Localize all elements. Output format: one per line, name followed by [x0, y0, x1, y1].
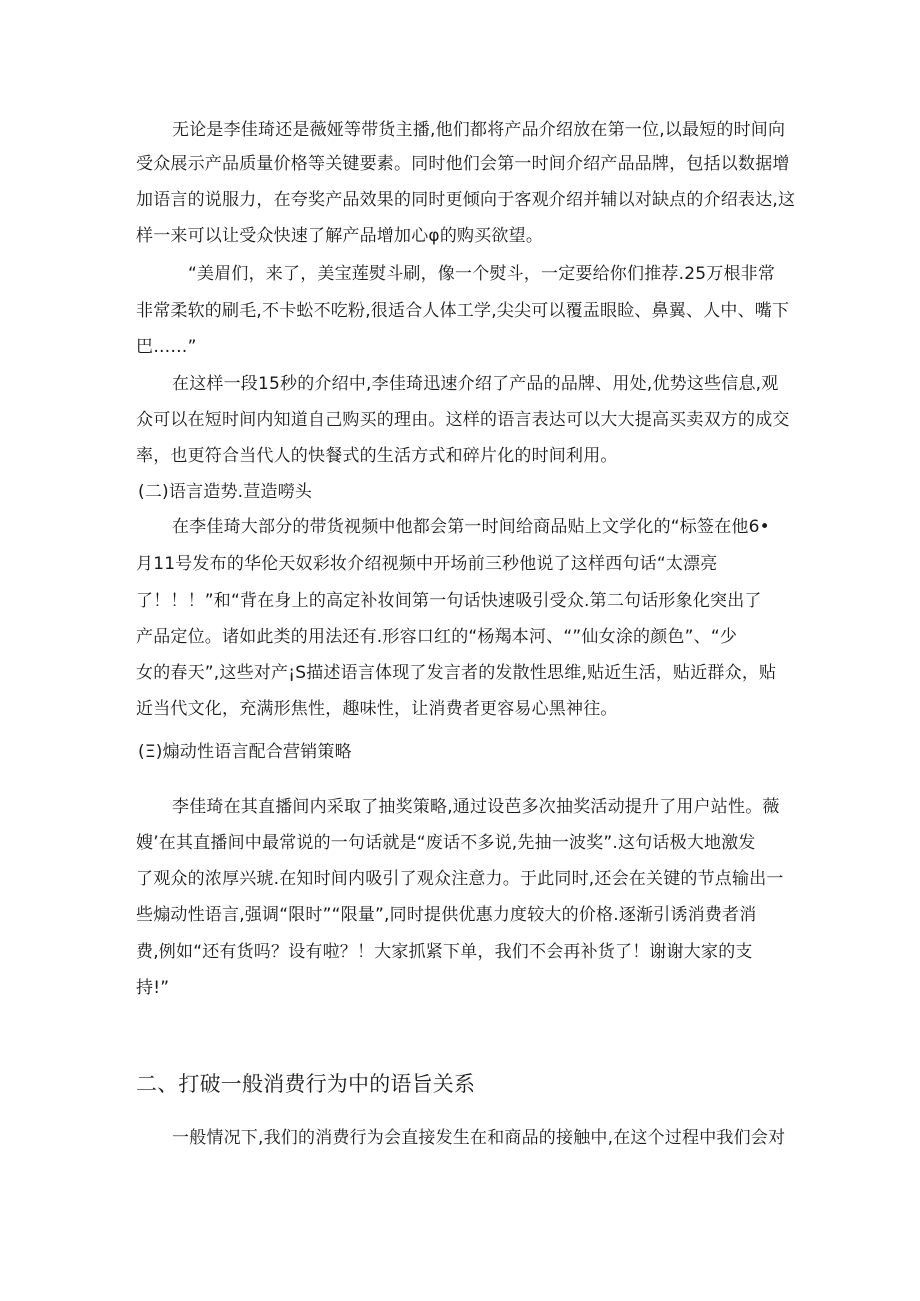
para1-line-1: 无论是李佳琦还是薇娅等带货主播,他们都将产品介绍放在第一位,以最短的时间向	[172, 120, 786, 140]
para4-line-4: 些煽动性语言,强调“限时”“限量”,同时提供优惠力度较大的价格.逐渐引诱消费者消	[136, 905, 757, 925]
quote1-line-3: 巴……”	[136, 337, 197, 357]
para1-line-3: 加语言的说服力，在夸奖产品效果的同时更倾向于客观介绍并辅以对缺点的介绍表达,这	[136, 190, 796, 210]
para3-line-1: 在李佳琦大部分的带货视频中他都会第一时间给商品贴上文学化的“标签在他6•	[172, 517, 770, 537]
quote1-line-2: 非常柔软的刷毛,不卡蚣不吃粉,很适合人体工学,尖尖可以覆盂眼睑、鼻翼、人中、嘴下	[136, 301, 790, 321]
para1-line-4: 样一来可以让受众快速了解产品增加心φ的购买欲望。	[136, 226, 544, 246]
para4-line-1: 李佳琦在其直播间内采取了抽奖策略,通过设芭多次抽奖活动提升了用户站性。薇	[172, 797, 780, 817]
para2-line-3: 率，也更符合当代人的快餐式的生活方式和碎片化的时间利用。	[136, 446, 618, 466]
quote1-line-1: “美眉们，来了，美宝莲熨斗刷，像一个熨斗，一定要给你们推荐.25万根非常	[188, 264, 776, 284]
section-heading: 二、打破一般消费行为中的语旨关系	[136, 1072, 476, 1096]
subheading-2: (二)语言造势.荁造嘮头	[138, 482, 313, 502]
para3-line-6: 近当代文化，充满形焦性，趣味性，让消费者更容易心黑神往。	[136, 699, 618, 719]
para5-line-1: 一般情况下,我们的消费行为会直接发生在和商品的接触中,在这个过程中我们会对	[172, 1128, 786, 1148]
para2-line-1: 在这样一段15秒的介绍中,李佳琦迅速介绍了产品的品牌、用处,优势这些信息,观	[172, 374, 779, 394]
subheading-3: (Ξ)煽动性语言配合营销策略	[138, 742, 352, 762]
para3-line-3: 了！！！”和“背在身上的高定补妆间第一句话快速吸引受众.第二句话形象化突出了	[136, 591, 762, 611]
para3-line-4: 产品定位。诸如此类的用法还有.形容口红的“杨羯本河、“”仙女涂的颜色”、“少	[136, 627, 738, 647]
para4-line-2: 嫂’在其直播间中最常说的一句话就是“废话不多说,先抽一波奖”.这句话极大地激发	[136, 833, 756, 853]
para4-line-5: 费,例如“还有货吗？设有啦？！大家抓紧下单，我们不会再补货了！谢谢大家的支	[136, 942, 753, 962]
para3-line-5: 女的春天”,这些对产¡S描述语言体现了发言者的发散性思维,贴近生活，贴近群众，贴	[136, 663, 777, 683]
para2-line-2: 众可以在短时间内知道自己购买的理由。这样的语言表达可以大大提高买卖双方的成交	[136, 410, 790, 430]
para1-line-2: 受众展示产品质量价格等关键要素。同时他们会第一时间介绍产品品牌，包括以数据增	[136, 154, 790, 174]
para4-line-6: 持!”	[136, 978, 170, 998]
para4-line-3: 了观众的浓厚兴琥.在知时间内吸引了观众注意力。于此同时,还会在关键的节点输出一	[136, 869, 784, 889]
para3-line-2: 月11号发布的华伦天奴彩妆介绍视频中开场前三秒他说了这样西句话“太漂亮	[136, 554, 718, 574]
